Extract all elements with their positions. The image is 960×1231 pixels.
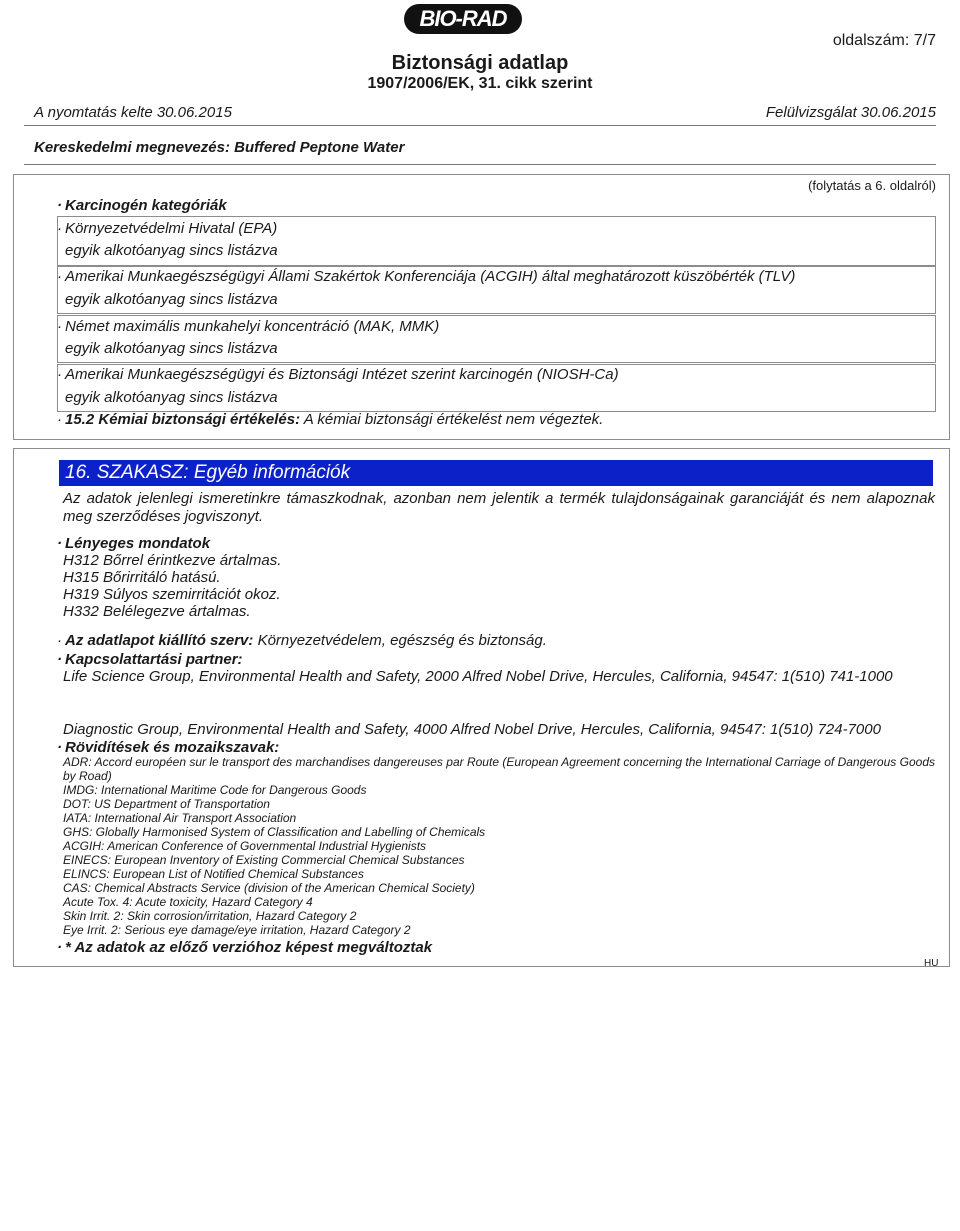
list-item: Skin Irrit. 2: Skin corrosion/irritation, Hazard Category 2 — [63, 909, 357, 923]
trade-name: Kereskedelmi megnevezés: Buffered Peptone Water — [34, 139, 405, 156]
niosh-value: egyik alkotóanyag sincs listázva — [65, 389, 278, 406]
print-date: A nyomtatás kelte 30.06.2015 — [34, 104, 232, 121]
language-code: HU — [924, 958, 939, 969]
abbreviations-list — [63, 755, 935, 937]
abbreviations-label: · Rövidítések és mozaikszavak: — [57, 739, 280, 756]
section-16-intro: Az adatok jelenlegi ismeretinkre támaszkodnak, azonban nem jelentik a termék tulajdonságainak garanciáját és nem alapoznak meg szerződéses jogviszonyt. — [63, 490, 935, 525]
epa-label: · Környezetvédelmi Hivatal (EPA) — [57, 220, 278, 237]
relevant-phrases-label: · Lényeges mondatok — [57, 535, 211, 552]
list-item: IMDG: International Maritime Code for Dangerous Goods — [63, 783, 367, 797]
list-item: ACGIH: American Conference of Governmental Industrial Hygienists — [63, 839, 427, 853]
revision-date: Felülvizsgálat 30.06.2015 — [765, 104, 936, 121]
changed-data-note: · * Az adatok az előző verzióhoz képest megváltoztak — [57, 939, 433, 956]
list-item: EINECS: European Inventory of Existing Commercial Chemical Substances — [63, 853, 465, 867]
mak-value: egyik alkotóanyag sincs listázva — [65, 340, 278, 357]
contact-life-science: Life Science Group, Environmental Health and Safety, 2000 Alfred Nobel Drive, Hercules, California, 94547: 1(510) 741-1000 — [63, 668, 893, 685]
page-number: oldalszám: 7/7 — [832, 32, 936, 49]
document-subtitle: 1907/2006/EK, 31. cikk szerint — [367, 75, 593, 92]
list-item: ADR: Accord européen sur le transport des marchandises dangereuses par Route (European Agreement concerning the International Carriage of Dangerous Goods by Road) — [63, 755, 935, 783]
epa-value: egyik alkotóanyag sincs listázva — [65, 242, 278, 259]
header-divider — [24, 125, 936, 126]
list-item: H315 Bőrirritáló hatású. — [63, 569, 221, 586]
tlv-value: egyik alkotóanyag sincs listázva — [65, 291, 278, 308]
list-item: DOT: US Department of Transportation — [63, 797, 270, 811]
continuation-note: (folytatás a 6. oldalról) — [808, 178, 936, 193]
list-item: H312 Bőrrel érintkezve ártalmas. — [63, 552, 282, 569]
issuer-line: · Az adatlapot kiállító szerv: Környezetvédelem, egészség és biztonság. — [57, 632, 547, 649]
list-item: ELINCS: European List of Notified Chemical Substances — [63, 867, 364, 881]
list-item: CAS: Chemical Abstracts Service (division of the American Chemical Society) — [63, 881, 475, 895]
bio-rad-logo: BIO-RAD — [404, 4, 522, 34]
header-divider-2 — [24, 164, 936, 165]
document-title: Biztonsági adatlap — [391, 52, 569, 74]
list-item: GHS: Globally Harmonised System of Classification and Labelling of Chemicals — [63, 825, 486, 839]
tlv-label: · Amerikai Munkaegészségügyi Állami Szakértok Konferenciája (ACGIH) által meghatározott küszöbérték (TLV) — [57, 268, 796, 285]
chemical-safety-assessment: · 15.2 Kémiai biztonsági értékelés: A kémiai biztonsági értékelést nem végeztek. — [57, 411, 604, 428]
contact-label: · Kapcsolattartási partner: — [57, 651, 243, 668]
list-item: Acute Tox. 4: Acute toxicity, Hazard Category 4 — [63, 895, 313, 909]
carcinogen-categories-label: · Karcinogén kategóriák — [57, 197, 227, 214]
section-16-heading: 16. SZAKASZ: Egyéb információk — [59, 460, 933, 486]
phrases-list — [63, 552, 281, 620]
contact-diagnostic: Diagnostic Group, Environmental Health and Safety, 4000 Alfred Nobel Drive, Hercules, California, 94547: 1(510) 724-7000 — [63, 721, 881, 738]
mak-label: · Német maximális munkahelyi koncentráció (MAK, MMK) — [57, 318, 440, 335]
list-item: Eye Irrit. 2: Serious eye damage/eye irritation, Hazard Category 2 — [63, 923, 411, 937]
list-item: H332 Belélegezve ártalmas. — [63, 603, 251, 620]
niosh-label: · Amerikai Munkaegészségügyi és Biztonsági Intézet szerint karcinogén (NIOSH-Ca) — [57, 366, 619, 383]
list-item: H319 Súlyos szemirritációt okoz. — [63, 586, 281, 603]
list-item: IATA: International Air Transport Association — [63, 811, 297, 825]
